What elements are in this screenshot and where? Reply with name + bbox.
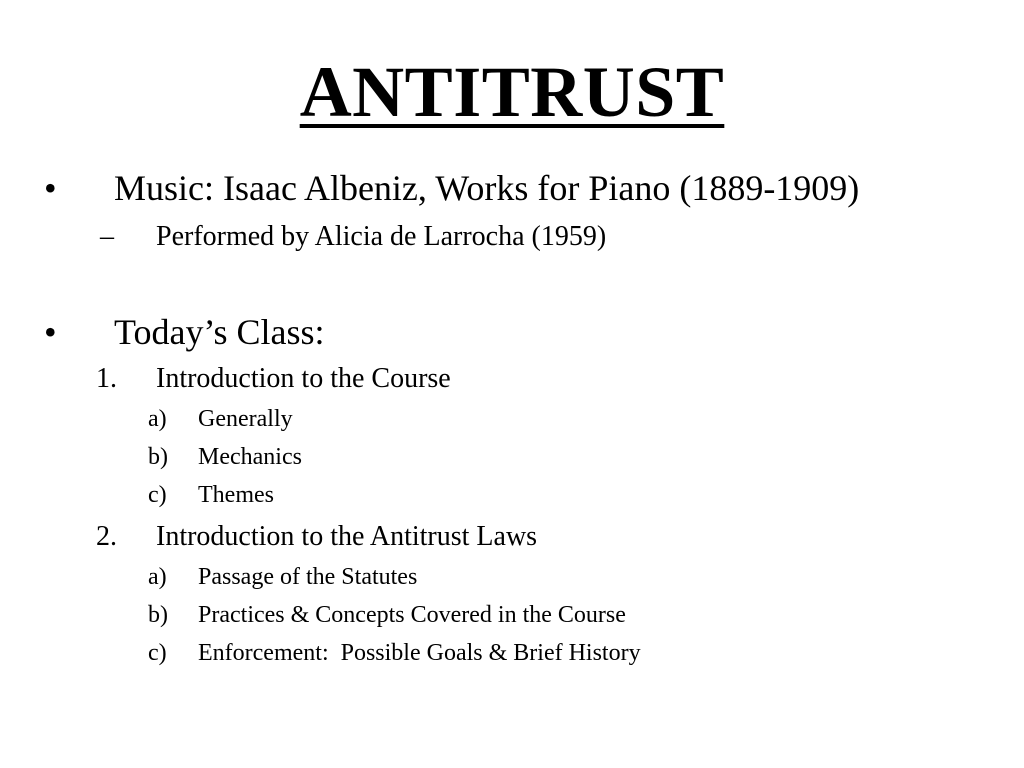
lettered-item-text: Enforcement: Possible Goals & Brief History: [198, 640, 641, 666]
letter-marker: c): [148, 482, 167, 508]
lettered-item-text: Mechanics: [198, 444, 302, 470]
bullet-marker: •: [44, 168, 57, 208]
bullet-marker: •: [44, 312, 57, 352]
letter-marker: c): [148, 640, 167, 666]
bullet-todays-class-text: Today’s Class:: [114, 312, 325, 352]
slide-title-text: ANTITRUST: [299, 52, 725, 132]
lettered-item-text: Themes: [198, 482, 274, 508]
number-marker: 1.: [96, 363, 117, 394]
letter-marker: a): [148, 406, 167, 432]
number-marker: 2.: [96, 521, 117, 552]
lettered-item-text: Practices & Concepts Covered in the Course: [198, 602, 626, 628]
letter-marker: b): [148, 602, 168, 628]
sub-bullet-performer-text: Performed by Alicia de Larrocha (1959): [156, 221, 607, 252]
bullet-music-text: Music: Isaac Albeniz, Works for Piano (1889-1909): [114, 168, 860, 208]
numbered-item-text: Introduction to the Course: [156, 363, 451, 394]
letter-marker: b): [148, 444, 168, 470]
letter-marker: a): [148, 564, 167, 590]
dash-marker: –: [100, 221, 114, 252]
slide-title: [0, 52, 1024, 132]
numbered-item-text: Introduction to the Antitrust Laws: [156, 521, 538, 552]
lettered-item-text: Passage of the Statutes: [198, 564, 418, 590]
lettered-item-text: Generally: [198, 406, 293, 432]
